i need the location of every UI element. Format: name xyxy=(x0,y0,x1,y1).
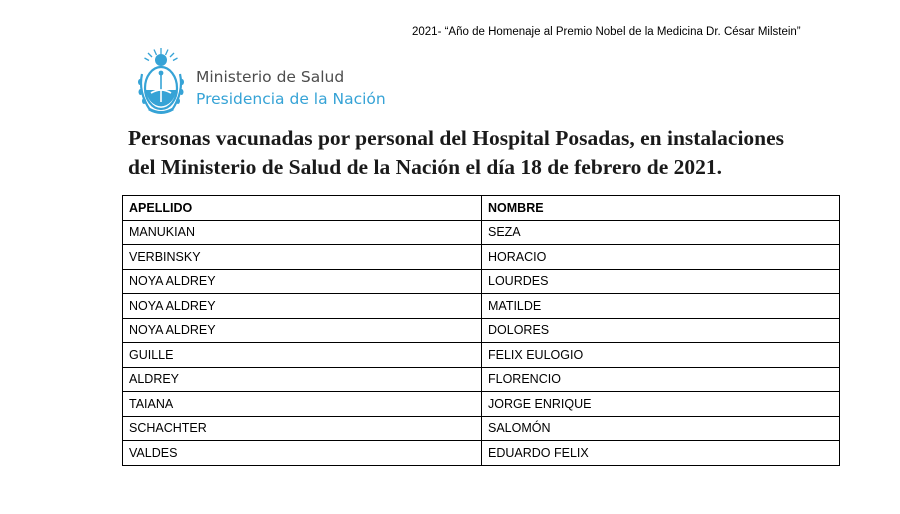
cell-apellido: NOYA ALDREY xyxy=(123,294,482,319)
cell-nombre: EDUARDO FELIX xyxy=(482,441,840,466)
cell-apellido: VALDES xyxy=(123,441,482,466)
table-header-row xyxy=(123,196,840,221)
cell-apellido: TAIANA xyxy=(123,392,482,417)
title-line-1: Personas vacunadas por personal del Hospital Posadas, en instalaciones xyxy=(128,126,785,150)
argentina-coat-of-arms-icon xyxy=(132,46,190,118)
cell-apellido: NOYA ALDREY xyxy=(123,269,482,294)
cell-nombre: SEZA xyxy=(482,220,840,245)
cell-apellido: MANUKIAN xyxy=(123,220,482,245)
ministry-logo-text xyxy=(196,66,386,110)
table-row xyxy=(123,294,840,319)
table-row xyxy=(123,367,840,392)
cell-nombre: FLORENCIO xyxy=(482,367,840,392)
table-row xyxy=(123,441,840,466)
table-row xyxy=(123,245,840,270)
cell-nombre: DOLORES xyxy=(482,318,840,343)
cell-apellido: NOYA ALDREY xyxy=(123,318,482,343)
cell-apellido: VERBINSKY xyxy=(123,245,482,270)
header-nombre: NOMBRE xyxy=(482,196,840,221)
document-title xyxy=(128,124,784,182)
header-motto: 2021- “Año de Homenaje al Premio Nobel de la Medicina Dr. César Milstein” xyxy=(412,26,801,38)
cell-nombre: FELIX EULOGIO xyxy=(482,343,840,368)
table-row xyxy=(123,392,840,417)
cell-nombre: LOURDES xyxy=(482,269,840,294)
table-row xyxy=(123,343,840,368)
title-line-2: del Ministerio de Salud de la Nación el día 18 de febrero de 2021. xyxy=(128,155,723,179)
table-row xyxy=(123,220,840,245)
presidency-name: Presidencia de la Nación xyxy=(196,90,386,108)
cell-nombre: SALOMÓN xyxy=(482,416,840,441)
cell-nombre: MATILDE xyxy=(482,294,840,319)
header-apellido: APELLIDO xyxy=(123,196,482,221)
cell-nombre: JORGE ENRIQUE xyxy=(482,392,840,417)
vaccinated-persons-table xyxy=(122,195,840,466)
cell-apellido: ALDREY xyxy=(123,367,482,392)
table-row xyxy=(123,269,840,294)
ministry-name: Ministerio de Salud xyxy=(196,68,345,86)
table-row xyxy=(123,318,840,343)
cell-nombre: HORACIO xyxy=(482,245,840,270)
table-row xyxy=(123,416,840,441)
cell-apellido: GUILLE xyxy=(123,343,482,368)
cell-apellido: SCHACHTER xyxy=(123,416,482,441)
